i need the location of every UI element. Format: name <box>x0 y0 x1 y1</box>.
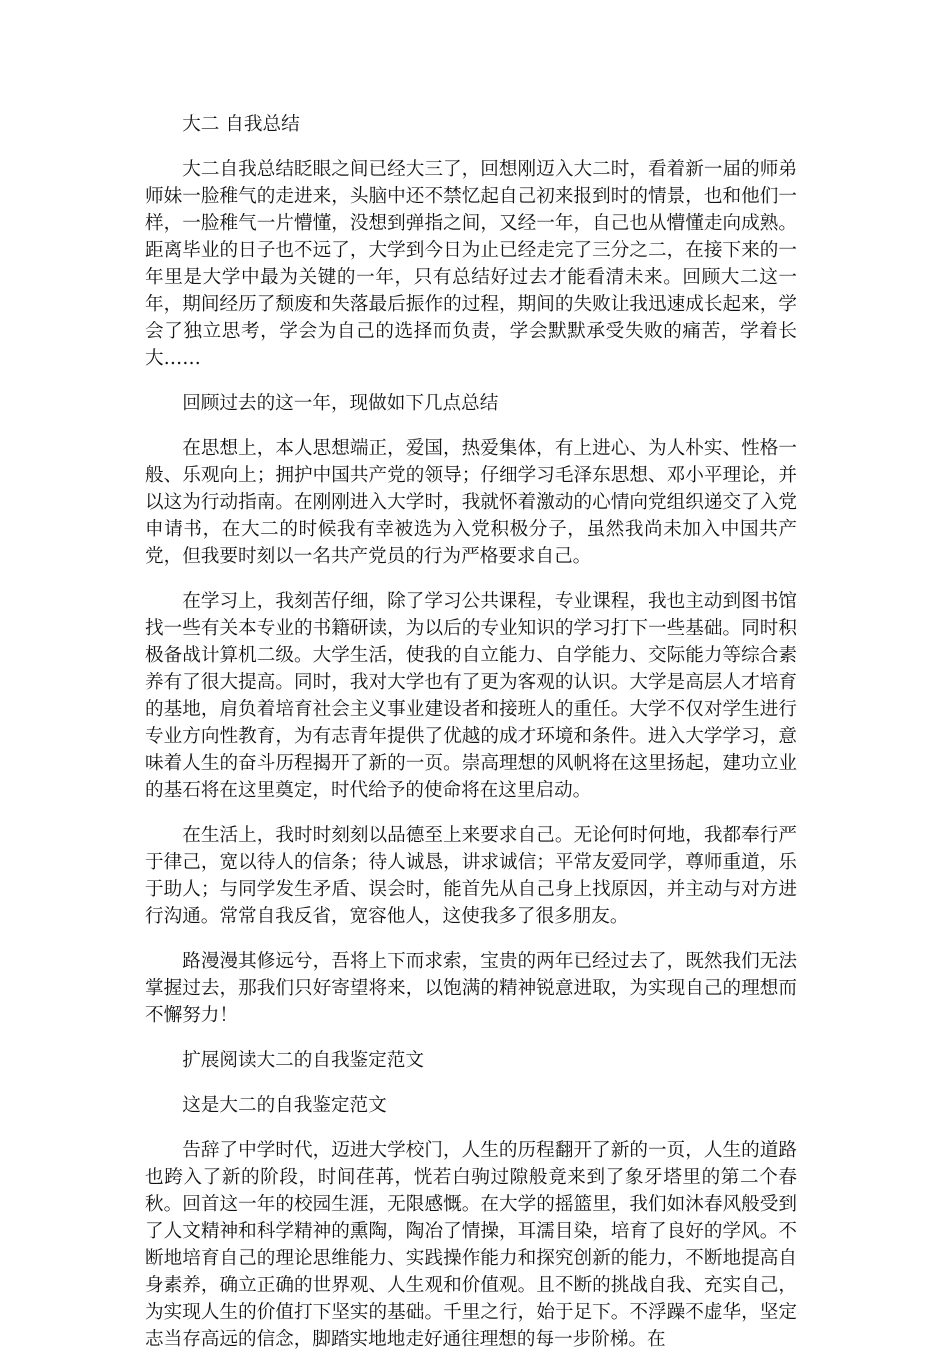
paragraph-thought: 在思想上，本人思想端正，爱国，热爱集体，有上进心、为人朴实、性格一般、乐观向上；拥护中国共产党的领导；仔细学习毛泽东思想、邓小平理论，并以这为行动指南。在刚刚进入大学时，我就怀着激动的心情向党组织递交了入党申请书，在大二的时候我有幸被选为入党积极分子，虽然我尚未加入中国共产党，但我要时刻以一名共产党员的行为严格要求自己。 <box>145 438 797 567</box>
section-heading-extended-reading: 扩展阅读大二的自我鉴定范文 <box>182 1050 424 1071</box>
paragraph-sample-text: 告辞了中学时代，迈进大学校门，人生的历程翻开了新的一页，人生的道路也跨入了新的阶段，时间荏苒，恍若白驹过隙般竟来到了象牙塔里的第二个春秋。回首这一年的校园生涯，无限感慨。在大学的摇篮里，我们如沐春风般受到了人文精神和科学精神的熏陶，陶冶了情操，耳濡目染，培育了良好的学风。不断地培育自己的理论思维能力、实践操作能力和探究创新的能力，不断地提高自身素养，确立正确的世界观、人生观和价值观。且不断的挑战自我、充实自己，为实现人生的价值打下坚实的基础。千里之行，始于足下。不浮躁不虚华，坚定志当存高远的信念，脚踏实地地走好通往理想的每一步阶梯。在 <box>145 1140 797 1350</box>
section-heading-sample: 这是大二的自我鉴定范文 <box>182 1095 387 1116</box>
document-title: 大二 自我总结 <box>182 114 300 135</box>
document-body <box>145 111 797 1371</box>
paragraph-conclusion: 路漫漫其修远兮，吾将上下而求索，宝贵的两年已经过去了，既然我们无法掌握过去，那我们只好寄望将来，以饱满的精神锐意进取，为实现自己的理想而不懈努力！ <box>145 951 797 1026</box>
section-heading-summary: 回顾过去的这一年，现做如下几点总结 <box>182 393 499 414</box>
paragraph-intro: 大二自我总结眨眼之间已经大三了，回想刚迈入大二时，看着新一届的师弟师妹一脸稚气的走进来，头脑中还不禁忆起自己初来报到时的情景，也和他们一样，一脸稚气一片懵懂，没想到弹指之间，又经一年，自己也从懵懂走向成熟。距离毕业的日子也不远了，大学到今日为止已经走完了三分之二，在接下来的一年里是大学中最为关键的一年，只有总结好过去才能看清未来。回顾大二这一年，期间经历了颓废和失落最后振作的过程，期间的失败让我迅速成长起来，学会了独立思考，学会为自己的选择而负责，学会默默承受失败的痛苦，学着长大…… <box>145 159 797 369</box>
paragraph-study: 在学习上，我刻苦仔细，除了学习公共课程，专业课程，我也主动到图书馆找一些有关本专业的书籍研读，为以后的专业知识的学习打下一些基础。同时积极备战计算机二级。大学生活，使我的自立能力、自学能力、交际能力等综合素养有了很大提高。同时，我对大学也有了更为客观的认识。大学是高层人才培育的基地，肩负着培育社会主义事业建设者和接班人的重任。大学不仅对学生进行专业方向性教育，为有志青年提供了优越的成才环境和条件。进入大学学习，意味着人生的奋斗历程揭开了新的一页。崇高理想的风帆将在这里扬起，建功立业的基石将在这里奠定，时代给予的使命将在这里启动。 <box>145 591 797 801</box>
paragraph-life: 在生活上，我时时刻刻以品德至上来要求自己。无论何时何地，我都奉行严于律己，宽以待人的信条；待人诚恳，讲求诚信；平常友爱同学，尊师重道，乐于助人；与同学发生矛盾、误会时，能首先从自己身上找原因，并主动与对方进行沟通。常常自我反省，宽容他人，这使我多了很多朋友。 <box>145 825 797 927</box>
